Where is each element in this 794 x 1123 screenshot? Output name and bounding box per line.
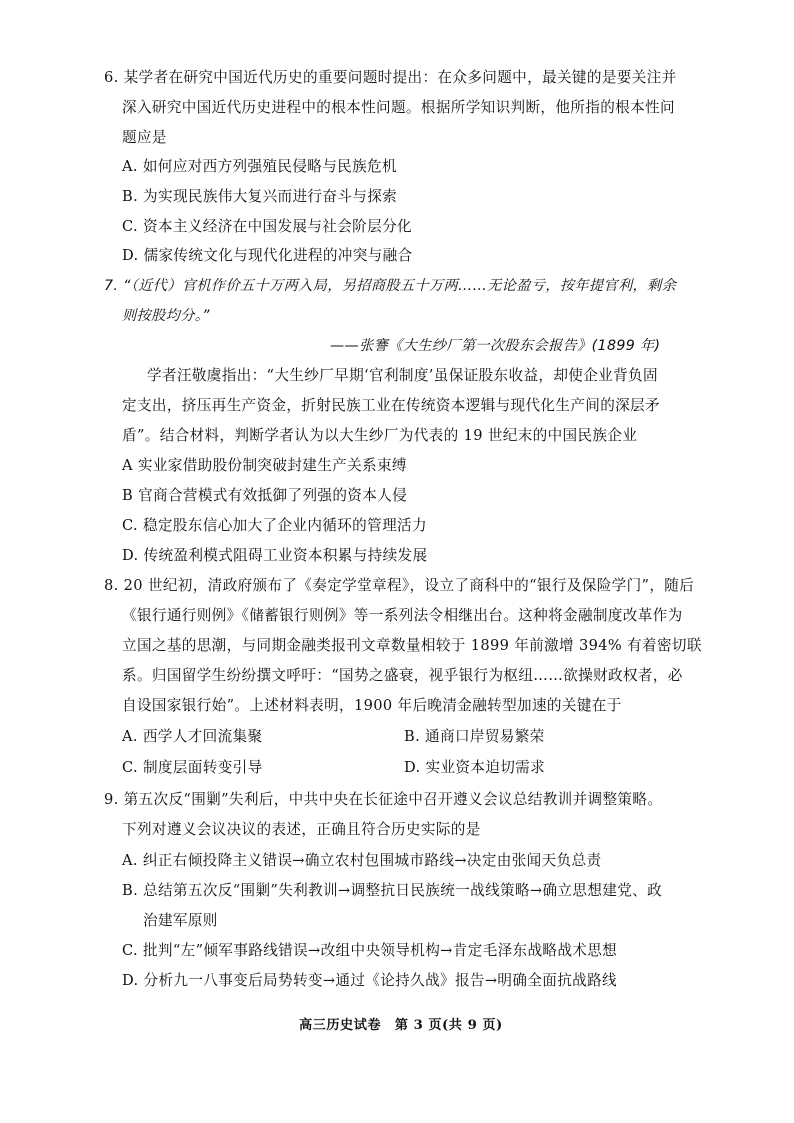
q7-quote-line-1: 7. “（近代）官机作价五十万两入局，另招商股五十万两……无论盈亏，按年提官利，剩余 — [104, 278, 677, 294]
q7-option-a: A 实业家借助股份制突破封建生产关系束缚 — [122, 457, 407, 474]
q8-option-c: C. 制度层面转变引导 — [122, 759, 263, 776]
q6-stem-line-1: 6. 某学者在研究中国近代历史的重要问题时提出：在众多问题中，最关键的是要关注并 — [104, 69, 677, 86]
q9-option-c: C. 批判“左”倾军事路线错误→改组中央领导机构→肯定毛泽东战略战术思想 — [122, 942, 618, 959]
q6-option-d: D. 儒家传统文化与现代化进程的冲突与融合 — [122, 247, 413, 264]
q9-option-d: D. 分析九一八事变后局势转变→通过《论持久战》报告→明确全面抗战路线 — [122, 972, 617, 989]
q6-stem-line-3: 题应是 — [122, 129, 167, 146]
q9-stem-line-1: 9. 第五次反“围剿”失利后，中共中央在长征途中召开遵义会议总结教训并调整策略。 — [104, 791, 663, 808]
q8-option-b: B. 通商口岸贸易繁荣 — [404, 728, 545, 745]
q9-stem-line-2: 下列对遵义会议决议的表述，正确且符合历史实际的是 — [122, 821, 481, 838]
q9-option-a: A. 纠正右倾投降主义错误→确立农村包围城市路线→决定由张闻天负总责 — [122, 852, 602, 869]
q8-option-d: D. 实业资本迫切需求 — [404, 759, 546, 776]
q8-stem-line-4: 系。归国留学生纷纷撰文呼吁：“国势之盛衰，视乎银行为枢纽……欲操财政权者，必 — [122, 667, 683, 684]
q7-option-b: B 官商合营模式有效抵御了列强的资本人侵 — [122, 487, 408, 504]
q8-stem-line-3: 立国之基的思潮，与同期金融类报刊文章数量相较于 1899 年前激增 394% 有着密切联 — [122, 637, 702, 654]
q7-paragraph-line-2: 定支出，挤压再生产资金，折射民族工业在传统资本逻辑与现代化生产间的深层矛 — [122, 397, 660, 414]
q6-stem-line-2: 深入研究中国近代历史进程中的根本性问题。根据所学知识判断，他所指的根本性问 — [122, 99, 675, 116]
q8-stem-line-1: 8. 20 世纪初，清政府颁布了《奏定学堂章程》，设立了商科中的“银行及保险学门”，随后 — [104, 577, 695, 594]
q6-option-a: A. 如何应对西方列强殖民侵略与民族危机 — [122, 158, 397, 175]
q9-option-b-line-1: B. 总结第五次反“围剿”失利教训→调整抗日民族统一战线策略→确立思想建党、政 — [122, 882, 663, 899]
q7-paragraph-line-3: 盾”。结合材料，判断学者认为以大生纱厂为代表的 19 世纪末的中国民族企业 — [122, 427, 638, 444]
page-footer: 高三历史试卷 第 3 页(共 9 页) — [299, 1018, 503, 1033]
q7-paragraph-line-1: 学者汪敬虞指出：“大生纱厂早期‘官利制度’虽保证股东收益，却使企业背负固 — [147, 367, 658, 384]
q9-option-b-line-2: 治建军原则 — [143, 912, 218, 929]
q8-stem-line-5: 自设国家银行始”。上述材料表明，1900 年后晚清金融转型加速的关键在于 — [122, 697, 622, 714]
q7-quote-line-2: 则按股均分。” — [122, 308, 210, 324]
q7-source-citation: ——张謇《大生纱厂第一次股东会报告》(1899 年) — [330, 338, 661, 354]
q6-option-b: B. 为实现民族伟大复兴而进行奋斗与探索 — [122, 188, 398, 205]
q8-stem-line-2: 《银行通行则例》《储蓄银行则例》等一系列法令相继出台。这种将金融制度改革作为 — [122, 607, 683, 624]
q7-option-d: D. 传统盈利模式阻碍工业资本积累与持续发展 — [122, 547, 428, 564]
q7-option-c: C. 稳定股东信心加大了企业内循环的管理活力 — [122, 517, 427, 534]
q6-option-c: C. 资本主义经济在中国发展与社会阶层分化 — [122, 218, 412, 235]
q8-option-a: A. 西学人才回流集聚 — [122, 728, 263, 745]
